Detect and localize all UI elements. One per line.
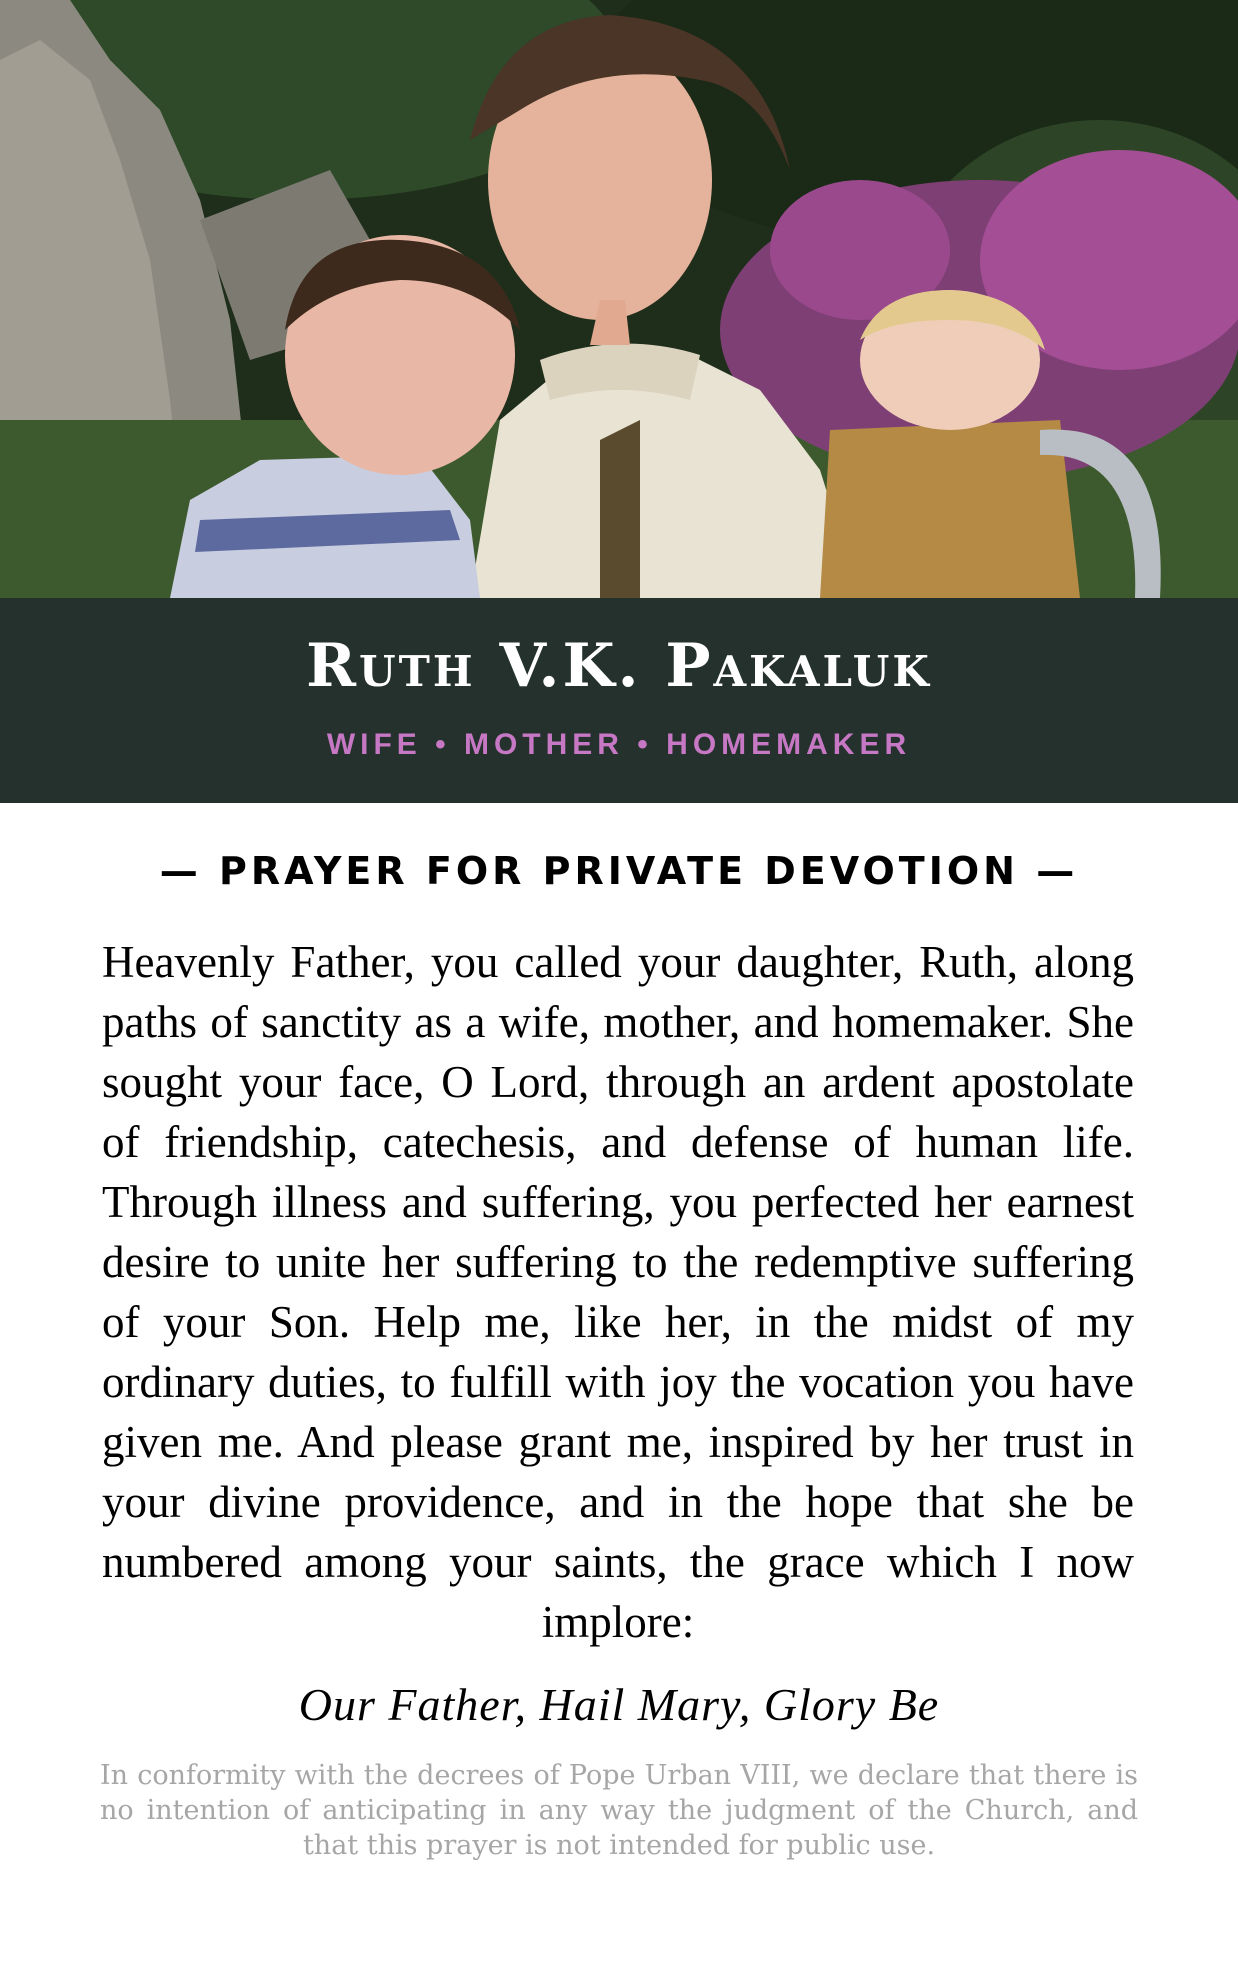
disclaimer-text: In conformity with the decrees of Pope Urban VIII, we declare that there is no intention of anticipating in any way the judgment of the Church, and that this prayer is not intended for public use.: [100, 1760, 1138, 1861]
name-banner: [0, 598, 1238, 803]
closing-prayers: Our Father, Hail Mary, Glory Be: [298, 1679, 940, 1730]
person-name: Ruth V.K. Pakaluk: [306, 631, 932, 701]
portrait-illustration: [0, 0, 1238, 598]
prayer-heading: — PRAYER FOR PRIVATE DEVOTION —: [159, 849, 1079, 893]
roles-subtitle: WIFE • MOTHER • HOMEMAKER: [326, 728, 912, 761]
portrait-photo: [0, 0, 1238, 598]
prayer-text: Heavenly Father, you called your daughter, Ruth, along paths of sanctity as a wife, mother, and homemaker. She sought your face, O Lord, through an ardent apostolate of friendship, catechesis, and defense of human life. Through illness and suffering, you perfected her earnest desire to unite her suffering to the redemptive suffering of your Son. Help me, like her, in the midst of my ordinary duties, to fulfill with joy the vocation you have given me. And please grant me, inspired by her trust in your divine providence, and in the hope that she be numbered among your saints, the grace which I now implore:: [102, 937, 1134, 1647]
